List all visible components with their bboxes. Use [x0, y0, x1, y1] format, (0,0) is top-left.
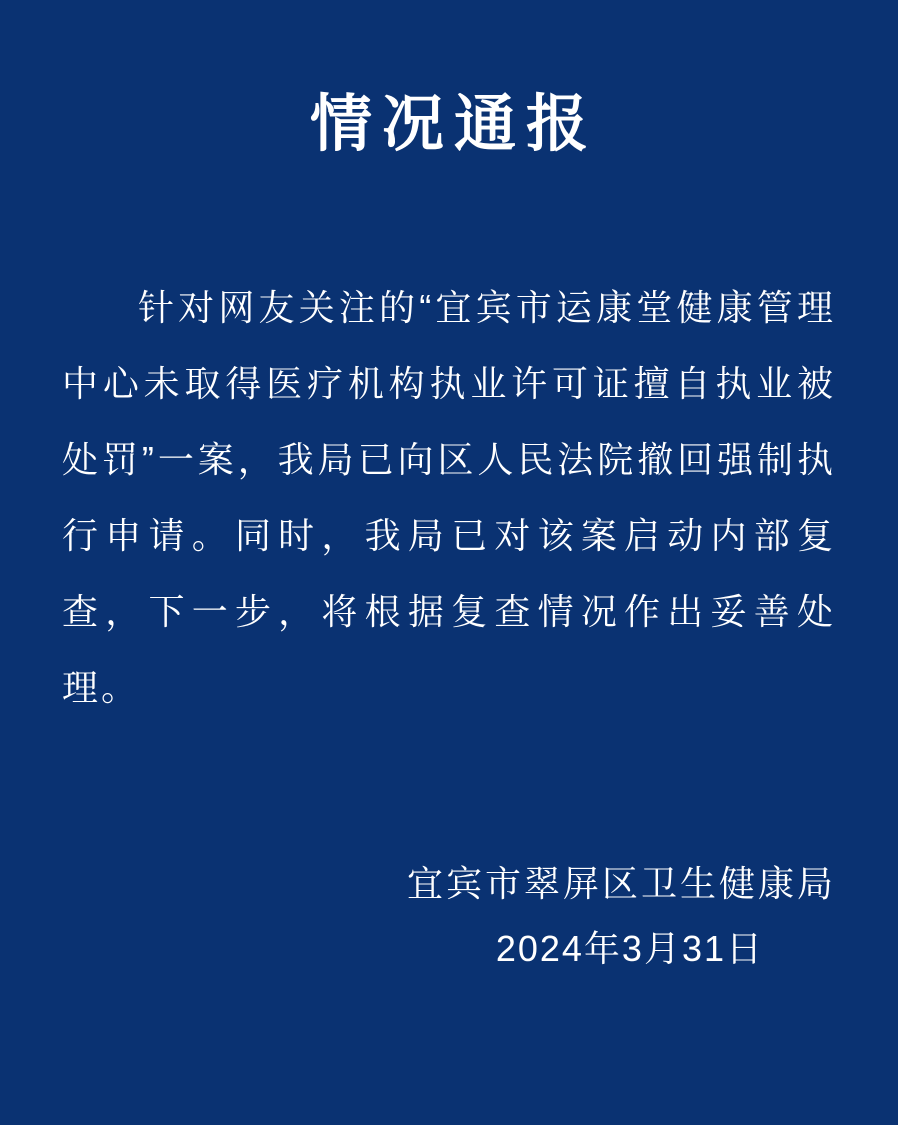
signature-block: [0, 854, 898, 984]
notice-body: [0, 270, 898, 726]
notice-paragraph: 针对网友关注的“宜宾市运康堂健康管理中心未取得医疗机构执业许可证擅自执业被处罚”一案，我局已向区人民法院撤回强制执行申请。同时，我局已对该案启动内部复查，下一步，将根据复查情况作出妥善处理。: [62, 287, 836, 709]
signature-organization: 宜宾市翠屏区卫生健康局: [406, 863, 836, 905]
page-title: 情况通报: [309, 90, 598, 159]
signature-date: 2024年3月31日: [495, 928, 764, 970]
